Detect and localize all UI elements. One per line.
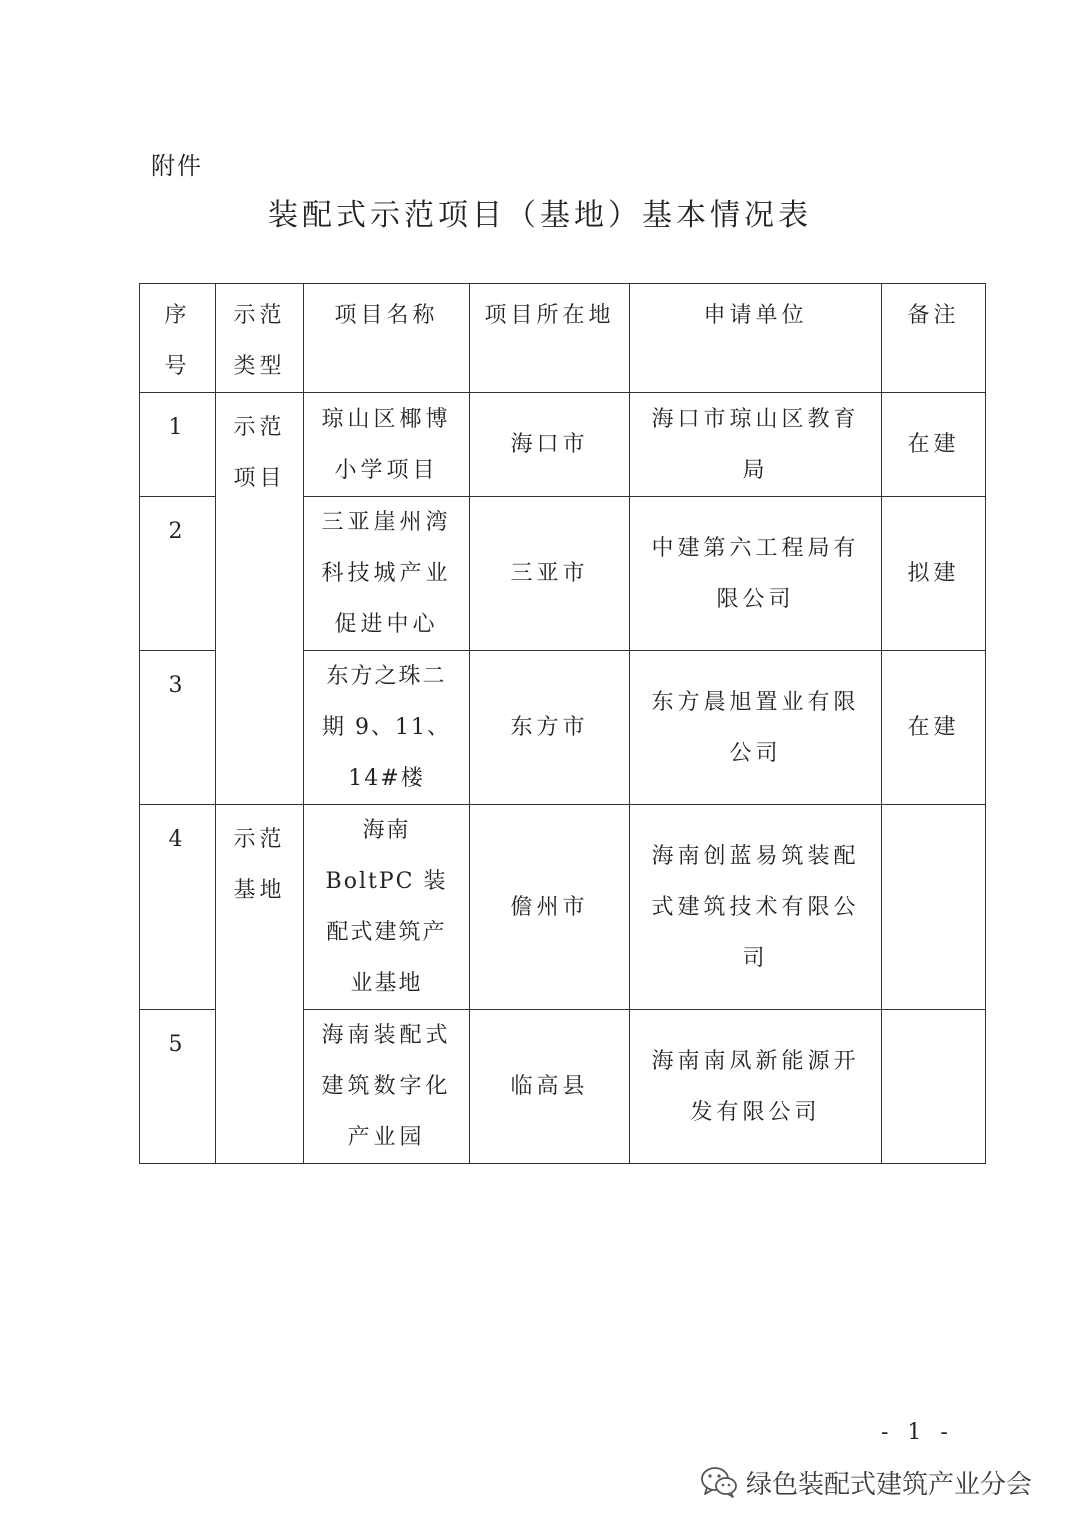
document-title: 装配式示范项目（基地）基本情况表: [268, 198, 812, 233]
row-applicant: 海南创蓝易筑装配式建筑技术有限公司: [630, 805, 882, 1010]
row-applicant: 海南南凤新能源开发有限公司: [630, 1010, 882, 1164]
row-remark: [882, 1010, 986, 1164]
row-location: 三亚市: [470, 497, 630, 651]
row-name: 海南装配式建筑数字化产业园: [304, 1010, 470, 1164]
row-name: 海南 BoltPC 装配式建筑产业基地: [304, 805, 470, 1010]
row-name: 琼山区椰博小学项目: [304, 393, 470, 497]
row-location: 海口市: [470, 393, 630, 497]
row-location: 临高县: [470, 1010, 630, 1164]
row-name: 三亚崖州湾科技城产业促进中心: [304, 497, 470, 651]
row-applicant: 海口市琼山区教育局: [630, 393, 882, 497]
wechat-icon: [700, 1465, 738, 1499]
table-row: [140, 393, 986, 497]
row-seq: 3: [140, 651, 216, 805]
header-applicant: 申请单位: [630, 284, 882, 393]
row-seq: 5: [140, 1010, 216, 1164]
header-location: 项目所在地: [470, 284, 630, 393]
attachment-label: 附件: [151, 152, 203, 180]
row-applicant: 中建第六工程局有限公司: [630, 497, 882, 651]
type-cell-demo-base: 示范基地: [216, 805, 304, 1164]
row-seq: 4: [140, 805, 216, 1010]
table-row: [140, 805, 986, 1010]
header-type: 示范类型: [216, 284, 304, 393]
watermark: [700, 1462, 1032, 1502]
row-remark: [882, 805, 986, 1010]
header-name: 项目名称: [304, 284, 470, 393]
row-name: 东方之珠二期 9、11、14#楼: [304, 651, 470, 805]
row-seq: 2: [140, 497, 216, 651]
row-remark: 在建: [882, 651, 986, 805]
row-location: 东方市: [470, 651, 630, 805]
row-seq: 1: [140, 393, 216, 497]
page-number: - 1 -: [881, 1420, 954, 1445]
watermark-text: 绿色装配式建筑产业分会: [746, 1469, 1033, 1500]
type-cell-demo-project: 示范项目: [216, 393, 304, 805]
header-remark: 备注: [882, 284, 986, 393]
project-info-table: [139, 283, 986, 1164]
row-remark: 拟建: [882, 497, 986, 651]
row-remark: 在建: [882, 393, 986, 497]
row-applicant: 东方晨旭置业有限公司: [630, 651, 882, 805]
table-header-row: [140, 284, 986, 393]
row-location: 儋州市: [470, 805, 630, 1010]
header-seq: 序号: [140, 284, 216, 393]
